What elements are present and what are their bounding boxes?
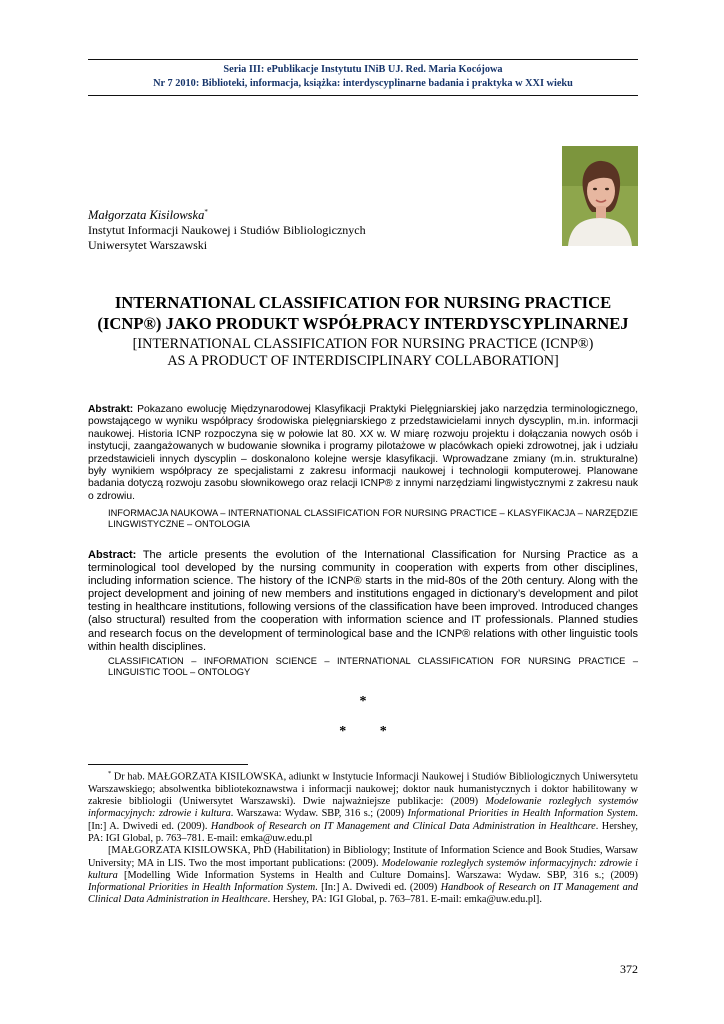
footnote-pl-title-2: Informational Priorities in Health Information System [407, 808, 636, 820]
footnote-en-text-a: [MAŁGORZATA KISILOWSKA, PhD (Habilitation) in Bibliology; Institute of Information Science and Book Studies, Warsaw University; MA in LIS. Two the most important publications: (2009). [88, 845, 638, 869]
footnote-en-text-h: . Hershey, PA: IGI Global, p. 763–781. E-mail: emka@uw.edu.pl]. [267, 894, 542, 906]
series-header [88, 63, 638, 91]
abstract-en [88, 549, 638, 654]
abstract-en-text: The article presents the evolution of the International Classification for Nursing Practice as a terminological tool developed by the nursing community in cooperation with experts from other disciplines, including information science. The history of the ICNP® starts in the mid-80s of the 20th century. Along with the project development and joining of new members and institutions engaged in dictionary’s development and pilot testing in healthcare institutions, following versions of the classification have been improved. Introduced changes (also structural) resulted from the cooperation with information science and IT professionals. Planned studies and research focus on the development of terminological base and the ICNP® relations with other linguistic tools within health disciplines. [88, 549, 639, 653]
author-university: Uniwersytet Warszawski [88, 238, 208, 252]
abstract-pl [88, 404, 638, 503]
author-block [88, 205, 366, 253]
author-name: Małgorzata Kisilowska [88, 208, 205, 222]
author-portrait-image [562, 146, 638, 246]
title-pl-line-2: (ICNP®) JAKO PRODUKT WSPÓŁPRACY INTERDYSCYPLINARNEJ [97, 314, 629, 333]
footnote [88, 768, 638, 907]
title-pl-line-1: INTERNATIONAL CLASSIFICATION FOR NURSING PRACTICE [114, 293, 612, 312]
footnote-en-translation: [Modelling Wide Information Systems in Health and Culture Domains] [124, 869, 448, 881]
footnote-pl-title-1: Modelowanie rozległych systemów informacyjnych: zdrowie i kultura [88, 796, 639, 820]
separator-star-top: * [359, 694, 367, 709]
abstract-pl-label: Abstrakt: [88, 404, 134, 415]
header-bottom-rule [88, 95, 638, 96]
abstract-pl-text: Pokazano ewolucję Międzynarodowej Klasyfikacji Praktyki Pielęgniarskiej jako narzędzia terminologicznego, powstającego w wyniku współpracy środowiska pielęgniarskiego z przedstawicielami innych dyscyplin, m.in. informacji naukowej. Historia ICNP rozpoczyna się w połowie lat 80. XX w. W miarę rozwoju projektu i dołączania nowych osób i instytucji, zaangażowanych w budowanie słownika i programy pilotażowe w placówkach opieki zdrowotnej, jak i udziału przedstawicieli innych dyscyplin – doskonalono kolejne wersje klasyfikacji. Wprowadzane zmiany (m.in. strukturalne) były wynikiem współpracy ze specjalistami z zakresu informacji naukowej i technologii komputerowej. Planowane badania dotyczą rozwoju zasobu słownikowego oraz relacji ICNP® z innymi narzędziami lingwistycznymi z zakresu nauk o zdrowiu. [88, 404, 638, 502]
author-photo [562, 146, 638, 246]
footnote-pl-text-g: . Hershey, PA: IGI Global, p. 763–781. E-mail: emka@uw.edu.pl [88, 820, 638, 844]
footnote-pl-title-3: Handbook of Research on IT Management and Clinical Data Administration in Healthcare [210, 820, 596, 832]
title-en-line-2: AS A PRODUCT OF INTERDISCIPLINARY COLLABORATION] [167, 353, 559, 369]
footnote-pl [88, 768, 638, 845]
footnote-mark: * [108, 770, 112, 777]
series-line-2: Nr 7 2010: Biblioteki, informacja, książka: interdyscyplinarne badania i praktyka w XXI wieku [153, 78, 573, 89]
footnote-pl-text-e: . [In:] A. Dwivedi ed. (2009). [88, 808, 638, 832]
footnote-en-text-f: . [In:] A. Dwivedi ed. (2009) [315, 882, 438, 894]
footnote-en-title-3: Handbook of Research on IT Management and Clinical Data Administration in Healthcare [88, 882, 639, 906]
abstract-en-label: Abstract: [88, 549, 137, 561]
footnote-rule [88, 764, 248, 765]
header-top-rule [88, 59, 638, 60]
footnote-en-title-1: Modelowanie rozległych systemów informacyjnych: zdrowie i kultura [88, 857, 639, 881]
footnote-pl-text-c: . Warszawa: Wydaw. SBP, 316 s.; (2009) [230, 808, 405, 820]
series-line-1: Seria III: ePublikacje Instytutu INiB UJ. Red. Maria Kocójowa [223, 64, 503, 75]
keywords-pl: INFORMACJA NAUKOWA – INTERNATIONAL CLASSIFICATION FOR NURSING PRACTICE – KLASYFIKACJA – NARZĘDZIE LINGWISTYCZNE – ONTOLOGIA [108, 508, 639, 530]
footnote-pl-text-a: Dr hab. MAŁGORZATA KISILOWSKA, adiunkt w Instytucie Informacji Naukowej i Studiów Bibliologicznych Uniwersytetu Warszawskiego; absolwentka bibliotekoznawstwa i informacji naukowej; doktor nauk humanistycznych i doktor habilitowany w zakresie bibliologii (Uniwersytet Warszawski). Dwie najważniejsze publikacje: (2009) [88, 771, 638, 808]
title-en-line-1: [INTERNATIONAL CLASSIFICATION FOR NURSING PRACTICE (ICNP®) [132, 336, 594, 352]
author-institute: Instytut Informacji Naukowej i Studiów Bibliologicznych [88, 223, 366, 237]
author-footnote-mark: * [204, 208, 208, 216]
article-title [88, 292, 638, 370]
footnote-en-text-d: . Warszawa: Wydaw. SBP, 316 s.; (2009) [447, 869, 638, 881]
separator-star-bottom: * * [339, 724, 387, 739]
footnote-en-title-2: Informational Priorities in Health Information System [88, 882, 316, 894]
page-number: 372 [620, 962, 638, 976]
keywords-en: CLASSIFICATION – INFORMATION SCIENCE – INTERNATIONAL CLASSIFICATION FOR NURSING PRACTICE – LINGUISTIC TOOL – ONTOLOGY [108, 656, 638, 678]
footnote-en [88, 845, 638, 906]
